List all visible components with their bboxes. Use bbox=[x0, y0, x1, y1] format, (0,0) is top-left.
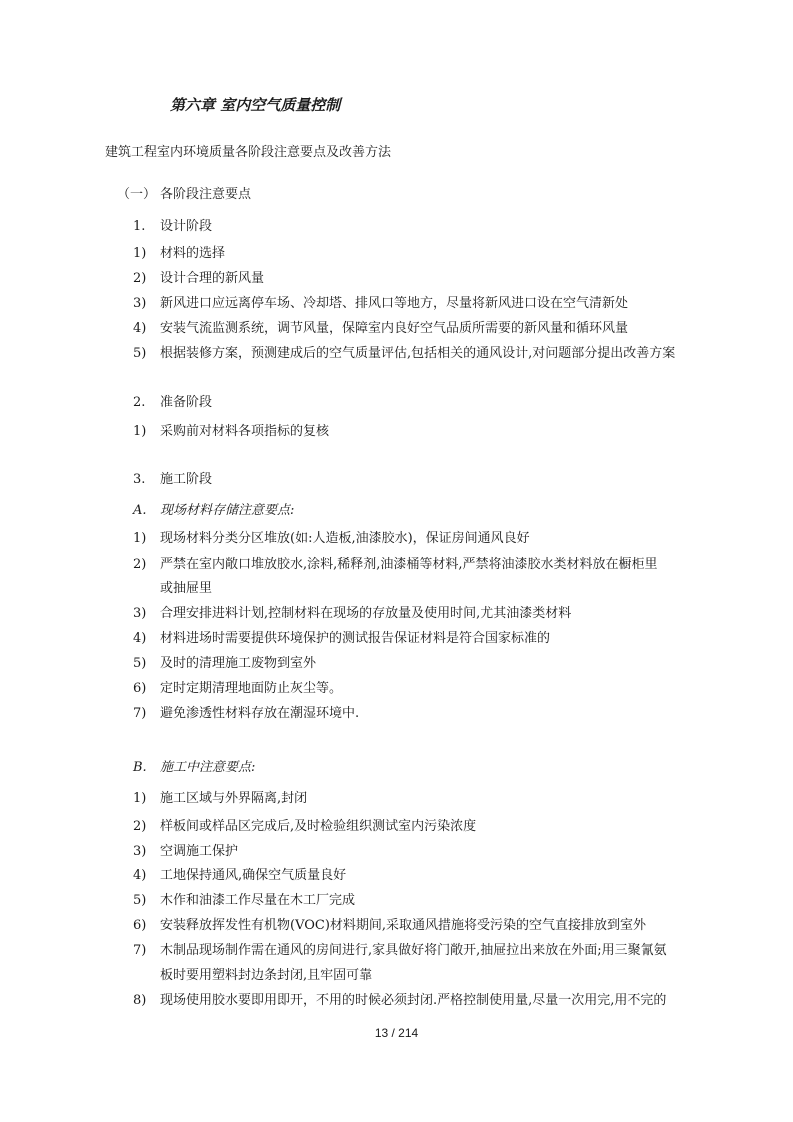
list-item-number: 7) bbox=[133, 943, 147, 958]
list-item-number: 5) bbox=[133, 893, 147, 908]
list-item-text: 及时的清理施工废物到室外 bbox=[160, 656, 317, 671]
chapter-title: 第六章 室内空气质量控制 bbox=[170, 96, 341, 114]
list-item-number: 1) bbox=[133, 791, 147, 806]
stage-number: 2. bbox=[133, 395, 146, 410]
list-item-number: 1) bbox=[133, 424, 147, 439]
stage-number: 1. bbox=[133, 219, 146, 234]
subsection-letter: A. bbox=[133, 503, 147, 518]
list-item-text: 定时定期清理地面防止灰尘等。 bbox=[160, 681, 343, 696]
list-item-text: 设计合理的新风量 bbox=[160, 271, 265, 286]
list-item-number: 5) bbox=[133, 346, 147, 361]
list-item-number: 6) bbox=[133, 918, 147, 933]
list-item-text: 材料进场时需要提供环境保护的测试报告保证材料是符合国家标准的 bbox=[160, 631, 551, 646]
list-item-text: 木作和油漆工作尽量在木工厂完成 bbox=[160, 893, 356, 908]
subsection-letter: B. bbox=[133, 760, 147, 775]
list-item-text: 新风进口应远离停车场、冷却塔、排风口等地方，尽量将新风进口设在空气清新处 bbox=[160, 296, 629, 311]
list-item-text: 样板间或样品区完成后,及时检验组织测试室内污染浓度 bbox=[160, 819, 477, 834]
list-item-number: 2) bbox=[133, 557, 147, 572]
list-item-text-continued: 或抽屉里 bbox=[160, 581, 213, 596]
list-item-text-continued: 板时要用塑料封边条封闭,且牢固可靠 bbox=[160, 968, 373, 983]
list-item-number: 4) bbox=[133, 321, 147, 336]
stage-title: 准备阶段 bbox=[160, 395, 213, 410]
list-item-text: 木制品现场制作需在通风的房间进行,家具做好将门敞开,抽屉拉出来放在外面;用三聚氰氨 bbox=[160, 943, 667, 958]
section-title: 各阶段注意要点 bbox=[160, 187, 252, 202]
list-item-number: 2) bbox=[133, 271, 147, 286]
list-item-text: 安装释放挥发性有机物(VOC)材料期间,采取通风措施将受污染的空气直接排放到室外 bbox=[160, 918, 647, 933]
stage-number: 3. bbox=[133, 472, 146, 487]
list-item-number: 6) bbox=[133, 681, 147, 696]
list-item-text: 避免渗透性材料存放在潮湿环境中. bbox=[160, 706, 360, 721]
list-item-text: 空调施工保护 bbox=[160, 844, 239, 859]
section-number: （一） bbox=[117, 187, 157, 202]
list-item-number: 2) bbox=[133, 819, 147, 834]
list-item-number: 3) bbox=[133, 606, 147, 621]
list-item-text: 材料的选择 bbox=[160, 246, 226, 261]
list-item-text: 合理安排进料计划,控制材料在现场的存放量及使用时间,尤其油漆类材料 bbox=[160, 606, 572, 621]
list-item-number: 7) bbox=[133, 706, 147, 721]
list-item-text: 工地保持通风,确保空气质量良好 bbox=[160, 868, 347, 883]
list-item-number: 1) bbox=[133, 531, 147, 546]
list-item-text: 现场材料分类分区堆放(如:人造板,油漆胶水)，保证房间通风良好 bbox=[160, 531, 530, 546]
list-item-number: 3) bbox=[133, 844, 147, 859]
list-item-text: 现场使用胶水要即用即开，不用的时候必须封闭.严格控制使用量,尽量一次用完,用不完的 bbox=[160, 993, 667, 1008]
page-number: 13 / 214 bbox=[374, 1026, 419, 1040]
list-item-number: 8) bbox=[133, 993, 147, 1008]
document-subtitle: 建筑工程室内环境质量各阶段注意要点及改善方法 bbox=[105, 145, 392, 160]
list-item-number: 4) bbox=[133, 631, 147, 646]
list-item-text: 采购前对材料各项指标的复核 bbox=[160, 424, 330, 439]
list-item-text: 严禁在室内敞口堆放胶水,涂料,稀释剂,油漆桶等材料,严禁将油漆胶水类材料放在橱柜里 bbox=[160, 557, 658, 572]
list-item-text: 施工区域与外界隔离,封闭 bbox=[160, 791, 308, 806]
list-item-number: 5) bbox=[133, 656, 147, 671]
stage-title: 设计阶段 bbox=[160, 219, 213, 234]
stage-title: 施工阶段 bbox=[160, 472, 213, 487]
subsection-title: 现场材料存储注意要点: bbox=[160, 503, 295, 518]
list-item-number: 1) bbox=[133, 246, 147, 261]
list-item-text: 根据装修方案，预测建成后的空气质量评估,包括相关的通风设计,对问题部分提出改善方案 bbox=[160, 346, 676, 361]
subsection-title: 施工中注意要点: bbox=[160, 760, 256, 775]
list-item-number: 4) bbox=[133, 868, 147, 883]
list-item-number: 3) bbox=[133, 296, 147, 311]
list-item-text: 安装气流监测系统，调节风量，保障室内良好空气品质所需要的新风量和循环风量 bbox=[160, 321, 629, 336]
